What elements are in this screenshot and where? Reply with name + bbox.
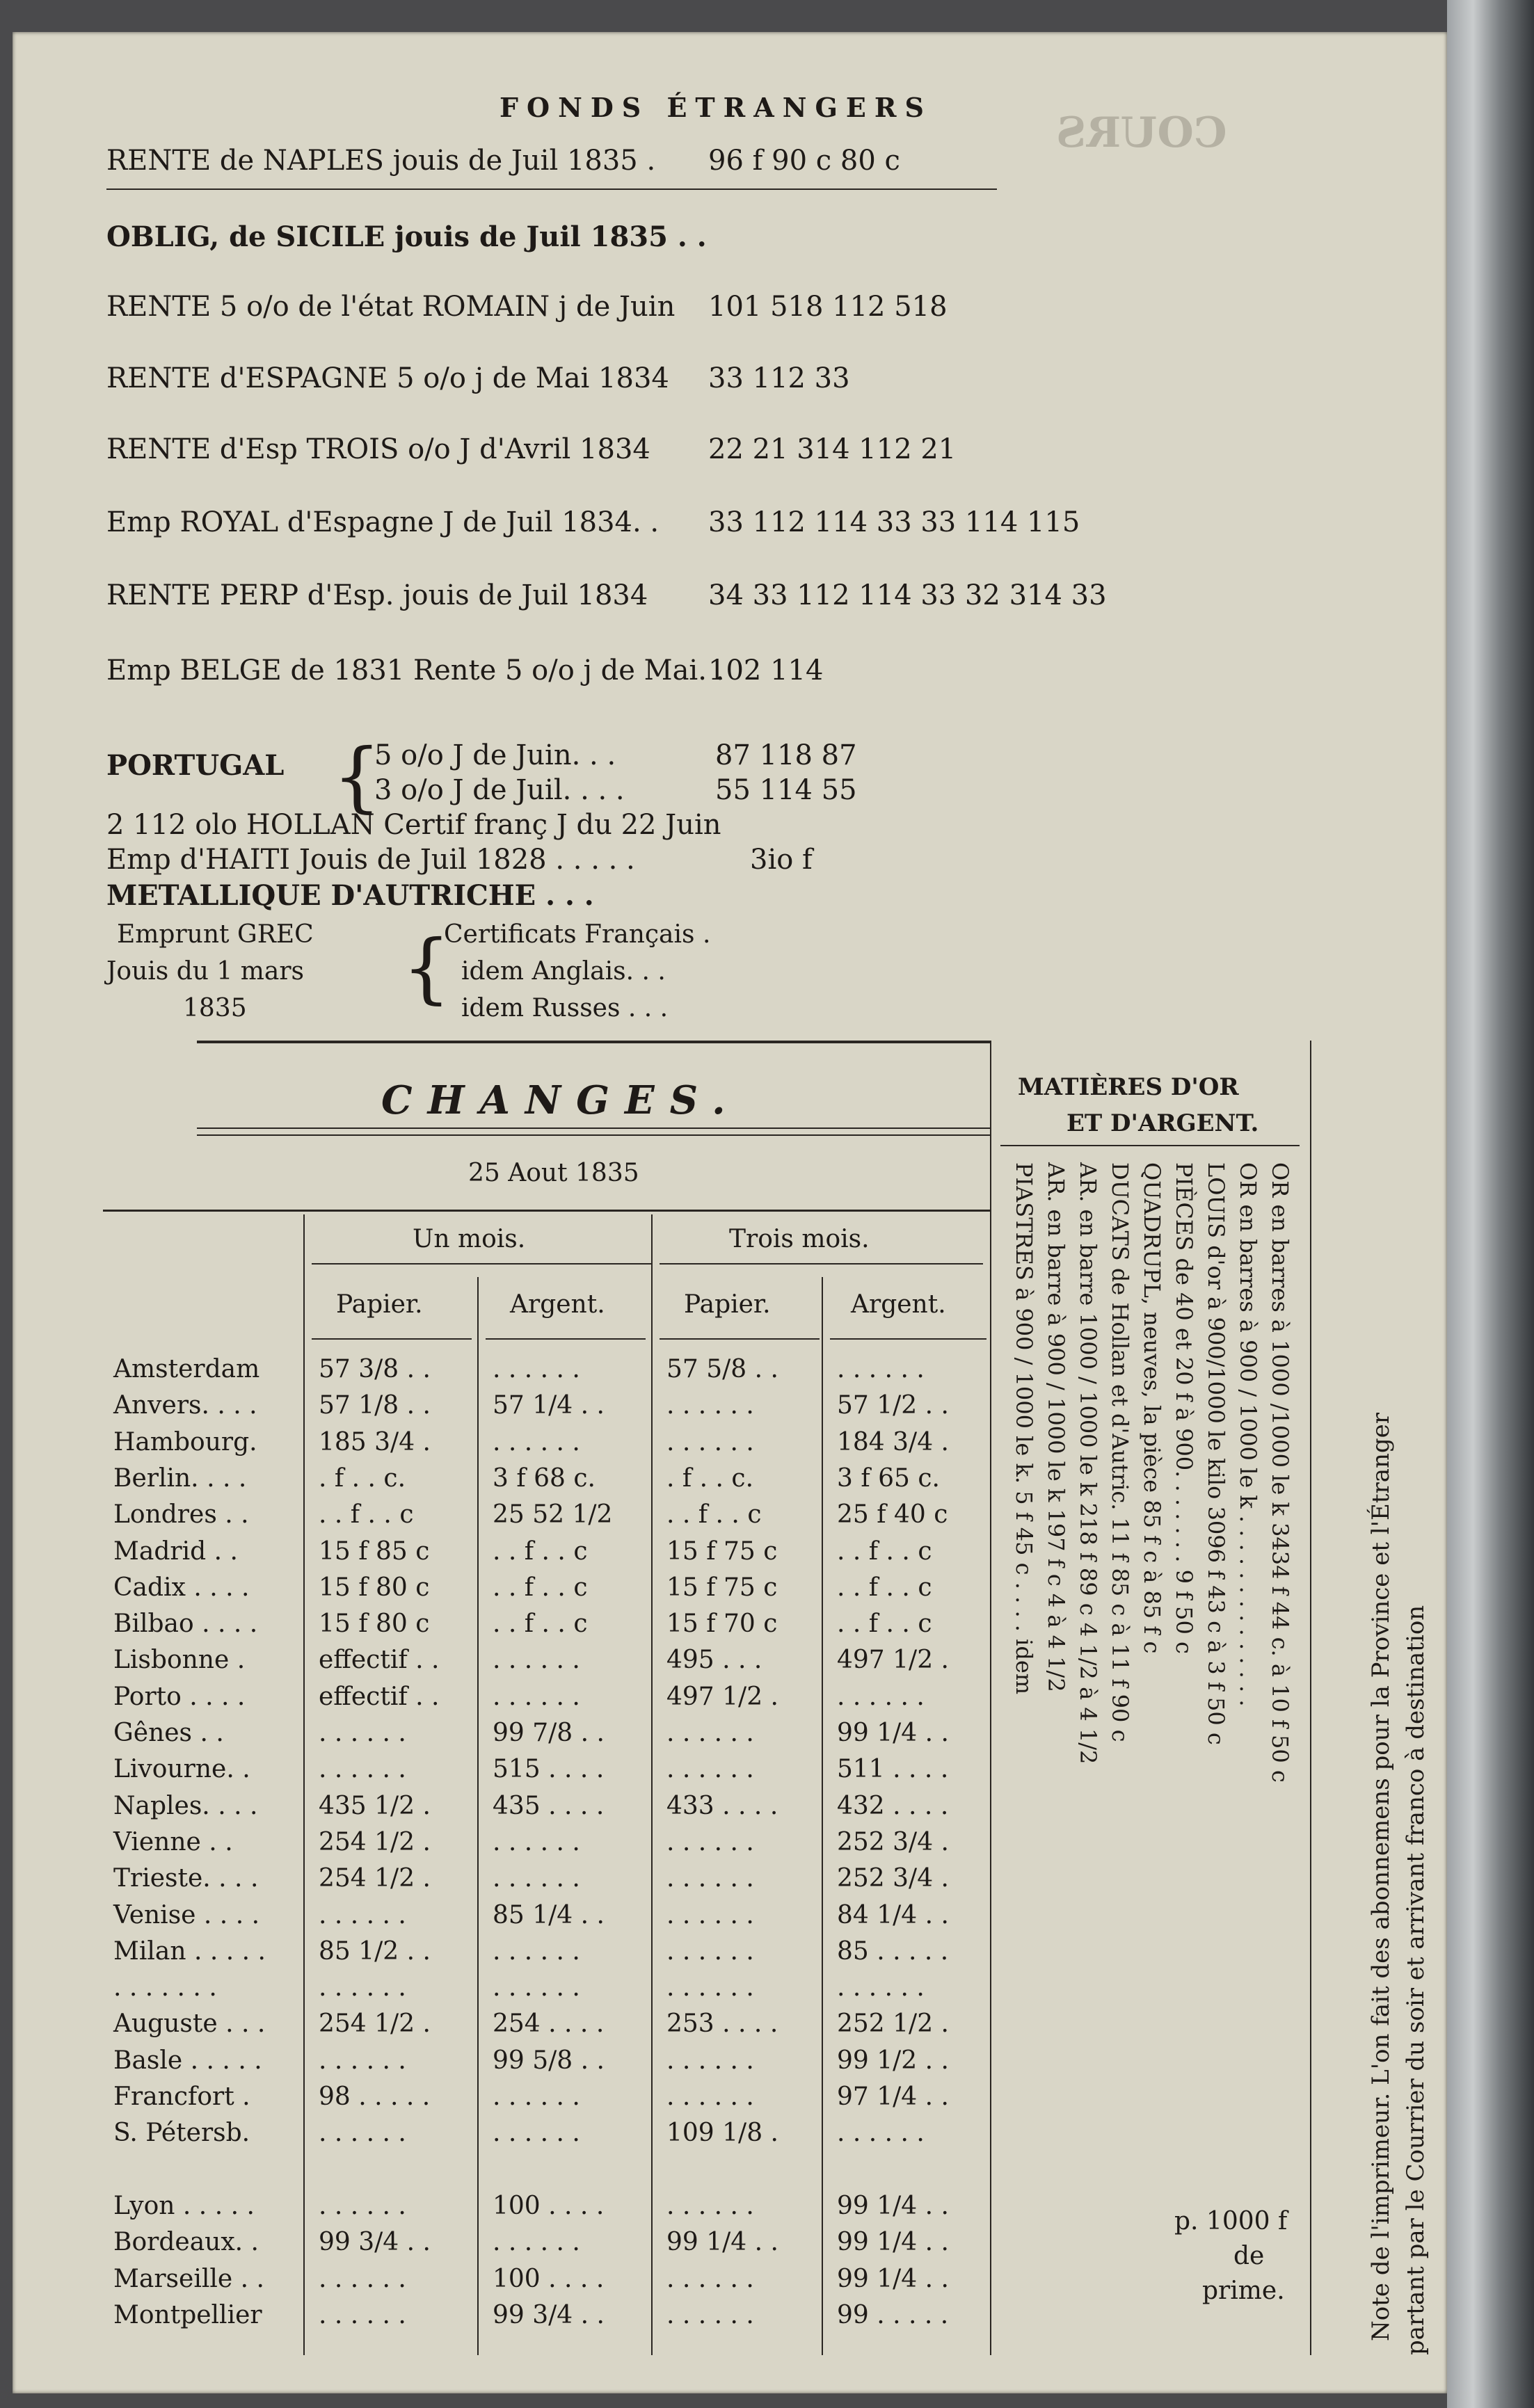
rate-cell: 99 1/4 . .	[837, 2228, 949, 2256]
rate-cell: 84 1/4 . .	[837, 1901, 949, 1929]
city-name: Auguste . . .	[113, 2009, 266, 2038]
rate-cell: 57 1/8 . .	[319, 1391, 431, 1420]
rate-cell: . . . . . .	[493, 2228, 580, 2256]
rate-cell: 15 f 85 c	[319, 1537, 430, 1566]
city-name: Basle . . . . .	[113, 2046, 262, 2075]
col-header-argent: Argent.	[510, 1290, 605, 1319]
rate-cell: . . . . . .	[666, 1973, 754, 2002]
rate-cell: effectif . .	[319, 1683, 440, 1711]
rate-cell: 98 . . . . .	[319, 2082, 431, 2111]
rate-cell: 99 1/4 . .	[837, 2192, 949, 2220]
fonds-row-label: RENTE de NAPLES jouis de Juil 1835 .	[106, 145, 656, 177]
rate-cell: 57 1/4 . .	[493, 1391, 605, 1420]
city-name: Livourne. .	[113, 1755, 250, 1783]
rate-cell: 99 1/4 . .	[837, 1719, 949, 1747]
rate-cell: . . . . . .	[837, 1683, 925, 1711]
divider	[1000, 1145, 1300, 1146]
rate-cell: 254 . . . .	[493, 2009, 605, 2038]
column-rule	[1310, 1041, 1311, 2355]
city-name: Madrid . .	[113, 1537, 238, 1566]
rate-cell: . . . . . .	[319, 2301, 406, 2329]
rate-cell: 85 1/2 . .	[319, 1937, 431, 1966]
fonds-row-label: RENTE PERP d'Esp. jouis de Juil 1834	[106, 579, 648, 611]
group-header-trois-mois: Trois mois.	[729, 1225, 870, 1253]
rate-cell: 99 3/4 . .	[493, 2301, 605, 2329]
city-name: Francfort .	[113, 2082, 250, 2111]
matiere-line: DUCATS de Hollan et d'Autric. 11 f 85 c à 11 f 90 c	[1107, 1162, 1133, 1742]
city-name: Amsterdam	[113, 1355, 260, 1383]
city-name: Porto . . . .	[113, 1683, 246, 1711]
matiere-line: OR en barres à 1000 /1000 le k 3434 f 44 c. à 10 f 50 c	[1267, 1162, 1293, 1783]
grec-item: idem Russes . . .	[461, 994, 669, 1022]
rate-cell: . . . . . .	[837, 1355, 925, 1383]
matiere-line: QUADRUPL, neuves, la pièce 85 f c à 85 f c	[1139, 1162, 1165, 1654]
rate-cell: . . . . . .	[493, 1683, 580, 1711]
rate-cell: 435 . . . .	[493, 1792, 605, 1820]
city-name: Naples. . . .	[113, 1792, 258, 1820]
rate-cell: 252 1/2 .	[837, 2009, 949, 2038]
rate-cell: . . . . . .	[666, 1864, 754, 1893]
rate-cell: 99 5/8 . .	[493, 2046, 605, 2075]
rate-cell: 25 52 1/2	[493, 1500, 613, 1529]
col-header-argent: Argent.	[851, 1290, 946, 1319]
rate-cell: . . . . . .	[493, 2119, 580, 2147]
rate-cell: . . . . . .	[666, 2265, 754, 2293]
matiere-line: AR. en barre 1000 / 1000 le k 218 f 89 c 4 1/2 à 4 1/2	[1075, 1162, 1101, 1765]
brace-glyph: {	[333, 732, 381, 821]
rate-cell: 15 f 75 c	[666, 1537, 778, 1566]
divider	[660, 1263, 983, 1265]
rate-cell: . . f . . c	[319, 1500, 414, 1529]
rate-cell: . . . . . .	[666, 2082, 754, 2111]
grec-item: Certificats Français .	[444, 920, 711, 949]
city-name: Milan . . . . .	[113, 1937, 266, 1966]
rate-cell: 85 . . . . .	[837, 1937, 949, 1966]
book-spine	[1447, 0, 1534, 2408]
rate-cell: 254 1/2 .	[319, 2009, 431, 2038]
newspaper-page	[13, 32, 1447, 2393]
rate-cell: 254 1/2 .	[319, 1828, 431, 1856]
rate-cell: . . . . . .	[666, 1428, 754, 1456]
prime-label: de	[1233, 2242, 1265, 2270]
column-rule	[477, 1277, 479, 2355]
rate-cell: . . . . . .	[493, 1864, 580, 1893]
rate-cell: 435 1/2 .	[319, 1792, 431, 1820]
rate-cell: 515 . . . .	[493, 1755, 605, 1783]
fonds-row-value: 22 21 314 112 21	[708, 433, 957, 465]
fonds-row-label: RENTE d'Esp TROIS o/o J d'Avril 1834	[106, 433, 650, 465]
rate-cell: 3 f 68 c.	[493, 1464, 596, 1493]
matiere-line: LOUIS d'or à 900/1000 le kilo 3096 f 43 c à 3 f 50 c	[1203, 1162, 1229, 1745]
rate-cell: . . . . . .	[319, 1755, 406, 1783]
city-name: Montpellier	[113, 2301, 262, 2329]
rate-cell: 15 f 80 c	[319, 1610, 430, 1638]
matiere-line: PIASTRES à 900 / 1000 le k. 5 f 45 c . . . . idem	[1011, 1162, 1037, 1695]
rate-cell: . . f . . c	[837, 1537, 932, 1566]
rate-cell: effectif . .	[319, 1646, 440, 1674]
rate-cell: . . . . . .	[493, 1646, 580, 1674]
ghost-text: COURS	[1056, 109, 1227, 157]
column-rule	[303, 1214, 305, 2355]
divider	[103, 1210, 990, 1212]
rate-cell: . . . . . .	[493, 1937, 580, 1966]
rate-cell: 433 . . . .	[666, 1792, 778, 1820]
rate-cell: . . . . . .	[319, 1973, 406, 2002]
rate-cell: . . . . . .	[666, 1719, 754, 1747]
city-name: Londres . .	[113, 1500, 249, 1529]
rate-cell: 15 f 75 c	[666, 1573, 778, 1602]
fonds-row-label: OBLIG, de SICILE jouis de Juil 1835 . .	[106, 220, 707, 253]
rate-cell: 57 1/2 . .	[837, 1391, 949, 1420]
printer-note: partant par le Courrier du soir et arrivant franco à destination	[1402, 1605, 1430, 2355]
haiti-value: 3io f	[750, 844, 813, 876]
fonds-row-label: RENTE 5 o/o de l'état ROMAIN j de Juin	[106, 291, 676, 323]
city-name: Vienne . .	[113, 1828, 233, 1856]
metallique-label: METALLIQUE D'AUTRICHE . . .	[106, 879, 594, 912]
rate-cell: . . f . . c	[666, 1500, 762, 1529]
fonds-row-value: 33 112 33	[708, 362, 850, 394]
city-name: Trieste. . . .	[113, 1864, 259, 1893]
grec-label: Jouis du 1 mars	[106, 957, 305, 986]
grec-item: idem Anglais. . .	[461, 957, 666, 986]
rate-cell: 254 1/2 .	[319, 1864, 431, 1893]
col-header-papier: Papier.	[336, 1290, 423, 1319]
rate-cell: 15 f 80 c	[319, 1573, 430, 1602]
rate-cell: . . . . . .	[666, 2046, 754, 2075]
rate-cell: . . . . . .	[837, 2119, 925, 2147]
column-rule	[990, 1041, 991, 2355]
city-name: Lyon . . . . .	[113, 2192, 255, 2220]
prime-label: p. 1000 f	[1174, 2207, 1288, 2236]
rate-cell: 100 . . . .	[493, 2192, 605, 2220]
rate-cell: . . f . . c	[837, 1573, 932, 1602]
rate-cell: . . . . . .	[319, 1901, 406, 1929]
rate-cell: . . . . . .	[666, 2192, 754, 2220]
rate-cell: 99 1/2 . .	[837, 2046, 949, 2075]
rate-cell: 253 . . . .	[666, 2009, 778, 2038]
rate-cell: . . . . . .	[666, 2301, 754, 2329]
city-name: Gênes . .	[113, 1719, 224, 1747]
rate-cell: 252 3/4 .	[837, 1864, 949, 1893]
city-name: Berlin. . . .	[113, 1464, 247, 1493]
rate-cell: . . . . . .	[493, 1428, 580, 1456]
rate-cell: 185 3/4 .	[319, 1428, 431, 1456]
rate-cell: 99 3/4 . .	[319, 2228, 431, 2256]
rate-cell: . . . . . .	[319, 2119, 406, 2147]
rate-cell: 97 1/4 . .	[837, 2082, 949, 2111]
column-rule	[822, 1277, 823, 2355]
rate-cell: . . . . . .	[493, 1828, 580, 1856]
rate-cell: 497 1/2 .	[837, 1646, 949, 1674]
rate-cell: . . f . . c	[493, 1573, 588, 1602]
brace-glyph: {	[402, 923, 451, 1012]
rate-cell: . . . . . .	[666, 1828, 754, 1856]
divider	[660, 1338, 820, 1340]
rate-cell: . . . . . .	[319, 2046, 406, 2075]
rate-cell: . . f . . c	[493, 1610, 588, 1638]
portugal-label: PORTUGAL	[106, 749, 285, 782]
fonds-row-value: 33 112 114 33 33 114 115	[708, 506, 1080, 538]
changes-date: 25 Aout 1835	[468, 1159, 639, 1187]
rate-cell: . . f . . c	[493, 1537, 588, 1566]
rate-cell: . . . . . .	[666, 1901, 754, 1929]
city-name: Bordeaux. .	[113, 2228, 259, 2256]
fonds-row-label: Emp BELGE de 1831 Rente 5 o/o j de Mai. .	[106, 655, 725, 687]
rate-cell: 99 1/4 . .	[666, 2228, 778, 2256]
matieres-title: ET D'ARGENT.	[1066, 1109, 1259, 1137]
rate-cell: 99 . . . . .	[837, 2301, 949, 2329]
rate-cell: 100 . . . .	[493, 2265, 605, 2293]
rate-cell: 85 1/4 . .	[493, 1901, 605, 1929]
rate-cell: . . . . . .	[319, 2265, 406, 2293]
rate-cell: . . . . . .	[319, 2192, 406, 2220]
divider	[106, 188, 997, 190]
city-name: Bilbao . . . .	[113, 1610, 258, 1638]
rate-cell: 57 3/8 . .	[319, 1355, 431, 1383]
divider	[830, 1338, 986, 1340]
city-name: S. Pétersb.	[113, 2119, 250, 2147]
divider	[486, 1338, 646, 1340]
portugal-row-value: 55 114 55	[715, 774, 857, 806]
hollan-label: 2 112 olo HOLLAN Certif franç J du 22 Juin	[106, 809, 721, 841]
rate-cell: . f . . c.	[666, 1464, 754, 1493]
rate-cell: 99 1/4 . .	[837, 2265, 949, 2293]
rate-cell: 15 f 70 c	[666, 1610, 778, 1638]
city-name: Marseille . .	[113, 2265, 264, 2293]
city-name: Lisbonne .	[113, 1646, 246, 1674]
divider	[312, 1263, 653, 1265]
prime-label: prime.	[1202, 2277, 1285, 2305]
divider	[197, 1127, 990, 1129]
fonds-row-value: 34 33 112 114 33 32 314 33	[708, 579, 1107, 611]
rate-cell: . . . . . .	[493, 1973, 580, 2002]
rate-cell: 497 1/2 .	[666, 1683, 778, 1711]
rate-cell: . f . . c.	[319, 1464, 406, 1493]
grec-label: Emprunt GREC	[117, 920, 314, 949]
city-name: . . . . . . .	[113, 1973, 217, 2002]
fonds-row-value: 96 f 90 c 80 c	[708, 145, 900, 177]
city-name: Anvers. . . .	[113, 1391, 257, 1420]
rate-cell: . . . . . .	[493, 1355, 580, 1383]
city-name: Hambourg.	[113, 1428, 257, 1456]
printer-note: Note de l'imprimeur. L'on fait des abonnemens pour la Province et l'Étranger	[1367, 1412, 1395, 2341]
rate-cell: . . . . . .	[837, 1973, 925, 2002]
rate-cell: 495 . . .	[666, 1646, 762, 1674]
rate-cell: 3 f 65 c.	[837, 1464, 940, 1493]
matiere-line: AR. en barre à 900 / 1000 le k 197 f c 4 à 4 1/2	[1043, 1162, 1069, 1692]
fonds-row-value: 102 114	[708, 655, 824, 687]
portugal-row-value: 87 118 87	[715, 739, 857, 771]
col-header-papier: Papier.	[684, 1290, 771, 1319]
rate-cell: . . . . . .	[666, 1391, 754, 1420]
matiere-line: OR en barres à 900 / 1000 le k . . . . . . . . . . . . . .	[1235, 1162, 1261, 1707]
rate-cell: . . . . . .	[493, 2082, 580, 2111]
rate-cell: 184 3/4 .	[837, 1428, 949, 1456]
rate-cell: . . . . . .	[666, 1937, 754, 1966]
rate-cell: 432 . . . .	[837, 1792, 949, 1820]
fonds-row-label: Emp ROYAL d'Espagne J de Juil 1834. .	[106, 506, 660, 538]
rate-cell: 57 5/8 . .	[666, 1355, 778, 1383]
matieres-title: MATIÈRES D'OR	[1018, 1073, 1239, 1101]
changes-title: CHANGES.	[381, 1077, 741, 1123]
portugal-row-label: 3 o/o J de Juil. . . .	[374, 774, 625, 806]
fonds-row-label: RENTE d'ESPAGNE 5 o/o j de Mai 1834	[106, 362, 669, 394]
divider	[312, 1338, 472, 1340]
divider	[197, 1134, 990, 1136]
fonds-etrangers-title: FONDS ÉTRANGERS	[500, 92, 932, 123]
rate-cell: . . . . . .	[319, 1719, 406, 1747]
grec-label: 1835	[183, 994, 247, 1022]
portugal-row-label: 5 o/o J de Juin. . .	[374, 739, 616, 771]
rate-cell: 511 . . . .	[837, 1755, 949, 1783]
matiere-line: PIÈCES de 40 et 20 f à 900. . . . . . . 9 f 50 c	[1171, 1162, 1197, 1654]
city-name: Venise . . . .	[113, 1901, 260, 1929]
rate-cell: . . . . . .	[666, 1755, 754, 1783]
rate-cell: . . f . . c	[837, 1610, 932, 1638]
fonds-row-value: 101 518 112 518	[708, 291, 948, 323]
divider	[197, 1041, 990, 1043]
column-rule	[651, 1214, 653, 2355]
city-name: Cadix . . . .	[113, 1573, 250, 1602]
rate-cell: 25 f 40 c	[837, 1500, 948, 1529]
rate-cell: 109 1/8 .	[666, 2119, 778, 2147]
haiti-label: Emp d'HAITI Jouis de Juil 1828 . . . . .	[106, 844, 635, 876]
rate-cell: 99 7/8 . .	[493, 1719, 605, 1747]
rate-cell: 252 3/4 .	[837, 1828, 949, 1856]
group-header-un-mois: Un mois.	[413, 1225, 526, 1253]
